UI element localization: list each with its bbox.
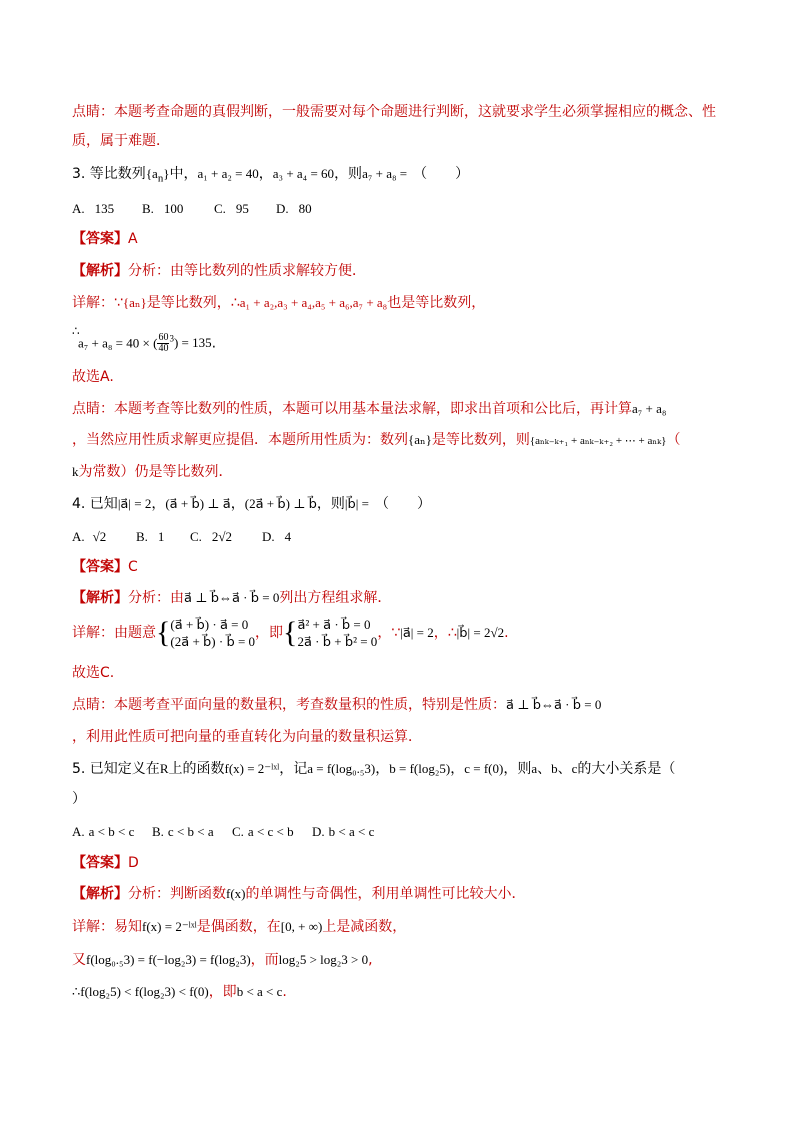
detail-math: {aₙ} <box>122 295 147 310</box>
q5-punct: 、 <box>557 761 572 777</box>
detail-text: . <box>282 984 287 1000</box>
detail-text: 详解：由题意 <box>72 625 156 641</box>
q5-stem-text: 的大小关系是（ <box>577 761 676 777</box>
q4-option-d <box>262 528 291 546</box>
system-1 <box>170 616 255 650</box>
option-label: B. <box>136 529 148 544</box>
option-label: C. <box>232 824 244 839</box>
q4-math: |a⃗| = 2 <box>117 496 152 511</box>
q5-punct: ， <box>450 761 465 777</box>
option-label: A. <box>72 201 85 216</box>
system-row: (a⃗ + b⃗) · a⃗ = 0 <box>170 617 249 632</box>
q4-paren: （ ） <box>374 496 431 512</box>
detail-text: ，∵ <box>377 625 401 641</box>
detail-text: 是偶函数，在 <box>196 919 281 935</box>
option-value: b < a < c <box>328 824 375 839</box>
analysis-math: f(x) <box>226 886 246 901</box>
q3-option-b <box>142 200 214 218</box>
detail-math: [0, + ∞) <box>280 919 323 934</box>
q3-note-1 <box>72 400 666 418</box>
q3-stem-text: 3. 等比数列 <box>72 166 146 182</box>
q3-note-2 <box>72 431 680 450</box>
option-value: 135 <box>94 201 115 216</box>
fraction-denominator: 40 <box>158 342 169 354</box>
q5-option-c <box>232 823 312 841</box>
q3-seq-open: {a <box>145 166 158 181</box>
analysis-tag: 【解析】 <box>72 590 128 606</box>
detail-text: 是等比数列，∴ <box>146 295 240 311</box>
q4-math: (2a⃗ + b⃗) ⊥ b⃗ <box>244 496 317 511</box>
calc-result: ) = 135 <box>173 335 212 351</box>
note-math: {aₙₖ₋ₖ₊₁ + aₙₖ₋ₖ₊₂ + ⋯ + aₙₖ} <box>529 435 667 447</box>
brace-2: { <box>283 616 298 649</box>
q4-punct: ， <box>230 496 245 512</box>
q3-eq3: a₇ + a₈ = <box>362 166 408 181</box>
detail-text: 上是减函数， <box>322 919 407 935</box>
q4-detail <box>72 616 509 650</box>
q5-math: a <box>531 761 538 776</box>
note-text: 点睛：本题考查等比数列的性质，本题可以用基本量法求解，即求出首项和公比后，再计算 <box>72 401 632 417</box>
detail-text: 详解：∵ <box>72 295 123 311</box>
calc-fraction <box>157 333 169 354</box>
answer-value: D <box>128 855 139 871</box>
analysis-math: a⃗ ⊥ b⃗⇔a⃗ · b⃗ = 0 <box>184 590 280 605</box>
calc-close <box>169 335 211 350</box>
option-value: √2 <box>92 529 107 544</box>
detail-math: f(x) = 2⁻ˡˣˡ <box>142 919 197 934</box>
detail-text: 也是等比数列， <box>387 295 486 311</box>
q5-option-b <box>152 823 232 841</box>
note-math: a₇ + a₈ <box>632 401 667 416</box>
detail-math: log₂5 > log₂3 > 0 <box>278 952 369 967</box>
analysis-tag: 【解析】 <box>72 886 128 902</box>
q5-analysis <box>72 885 526 903</box>
q5-stem-close <box>72 790 86 808</box>
option-label: D. <box>312 824 325 839</box>
option-value: a < c < b <box>247 824 294 839</box>
note-math: k <box>72 464 79 479</box>
q5-stem <box>72 760 675 778</box>
option-label: B. <box>142 201 154 216</box>
q5-answer <box>72 854 139 872</box>
q4-answer <box>72 558 138 576</box>
detail-math: f(log₀.₅3) = f(−log₂3) = f(log₂3) <box>86 952 251 967</box>
q3-choose <box>72 368 114 386</box>
q4-math: |b⃗| = <box>344 496 369 511</box>
analysis-text: 的单调性与奇偶性，利用单调性可比较大小． <box>245 886 526 902</box>
detail-math: ∴f(log₂5) < f(log₂3) < f(0) <box>72 984 209 999</box>
q3-paren: （ ） <box>413 166 470 182</box>
detail-text: ，∴ <box>433 625 457 641</box>
option-value: 100 <box>163 201 184 216</box>
option-label: A. <box>72 529 85 544</box>
q5-stem-text: ，则 <box>503 761 532 777</box>
q5-option-d <box>312 823 374 841</box>
q3-stem <box>72 165 469 188</box>
system-row: 2a⃗ · b⃗ + b⃗² = 0 <box>297 634 378 649</box>
option-label: D. <box>276 201 289 216</box>
answer-tag: 【答案】 <box>72 559 128 575</box>
option-value: c < b < a <box>167 824 214 839</box>
calc-exponent: 3 <box>169 334 174 344</box>
fraction-numerator: 60 <box>158 331 169 343</box>
therefore-symbol: ∴ <box>72 324 80 338</box>
option-value: a < b < c <box>88 824 135 839</box>
option-label: C. <box>214 201 226 216</box>
q5-math: b = f(log₂5) <box>389 761 451 776</box>
analysis-tag: 【解析】 <box>72 263 128 279</box>
option-value: 4 <box>284 529 292 544</box>
option-label: A. <box>72 824 85 839</box>
detail-text: ，即 <box>255 625 284 641</box>
q4-math: (a⃗ + b⃗) ⊥ a⃗ <box>165 496 231 511</box>
detail-text: 又 <box>72 952 86 968</box>
q3-stem-text: 中， <box>169 166 198 182</box>
note-math: {aₙ} <box>408 432 432 447</box>
q4-option-a <box>72 528 136 546</box>
q3-punct: ，则 <box>334 166 363 182</box>
q5-math: b <box>551 761 558 776</box>
q4-stem <box>72 495 431 513</box>
q4-note-2 <box>72 728 422 746</box>
q5-paren: ） <box>72 791 86 807</box>
q5-math: c = f(0) <box>464 761 504 776</box>
q3-options <box>72 200 312 218</box>
system-2 <box>297 616 377 650</box>
q3-calc <box>78 330 216 354</box>
note-line-1 <box>72 103 716 121</box>
q5-detail-2 <box>72 951 373 969</box>
detail-text: , <box>368 952 373 968</box>
q5-stem-text: 5. 已知定义在 <box>72 761 160 777</box>
option-value: 2√2 <box>211 529 233 544</box>
q4-choose <box>72 664 114 682</box>
detail-math: b < a < c <box>236 984 283 999</box>
choose-text: 故选C. <box>72 665 115 681</box>
q5-math: R <box>159 761 169 776</box>
answer-value: A <box>128 231 138 247</box>
analysis-text: 列出方程组求解． <box>279 590 392 606</box>
option-value: 95 <box>235 201 249 216</box>
option-label: B. <box>152 824 164 839</box>
q3-seq-sub: n <box>157 172 164 185</box>
q4-option-b <box>136 528 190 546</box>
note-text: 质，属于难题． <box>72 133 170 149</box>
system-row: a⃗² + a⃗ · b⃗ = 0 <box>297 617 371 632</box>
note-text: 点睛：本题考查平面向量的数量积，考查数量积的性质，特别是性质： <box>72 697 506 713</box>
q4-punct: ， <box>151 496 166 512</box>
q3-seq <box>145 166 170 185</box>
note-text: 点睛：本题考查命题的真假判断，一般需要对每个命题进行判断，这就要求学生必须掌握相应的概念、性 <box>72 104 716 120</box>
q4-punct: ，则 <box>316 496 345 512</box>
calc-math: a₇ + a₈ = 40 × ( <box>78 335 158 351</box>
analysis-text: 分析：由等比数列的性质求解较方便． <box>128 263 366 279</box>
q4-options <box>72 528 291 546</box>
detail-math: |b⃗| = 2√2 <box>456 625 505 640</box>
q5-punct: ， <box>375 761 390 777</box>
q3-seq-close: } <box>163 166 170 181</box>
analysis-text: 分析：由 <box>128 590 184 606</box>
q5-math: a = f(log₀.₅3) <box>307 761 376 776</box>
choose-text: 故选A. <box>72 369 114 385</box>
q5-punct: 、 <box>537 761 552 777</box>
q5-math: c <box>571 761 578 776</box>
q3-option-a <box>72 200 142 218</box>
q3-detail-1 <box>72 294 485 312</box>
system-row: (2a⃗ + b⃗) · b⃗ = 0 <box>170 634 256 649</box>
q4-note-1 <box>72 696 601 714</box>
note-text: ，利用此性质可把向量的垂直转化为向量的数量积运算． <box>72 729 422 745</box>
answer-tag: 【答案】 <box>72 855 128 871</box>
option-value: 1 <box>157 529 165 544</box>
note-math: a⃗ ⊥ b⃗⇔a⃗ · b⃗ = 0 <box>506 697 602 712</box>
q3-analysis <box>72 262 366 280</box>
q4-stem-text: 4. 已知 <box>72 496 118 512</box>
detail-text: ，即 <box>208 984 237 1000</box>
detail-text: . <box>504 625 509 641</box>
q3-note-3 <box>72 463 233 481</box>
q3-option-c <box>214 200 276 218</box>
q5-stem-text: ，记 <box>279 761 308 777</box>
q4-option-c <box>190 528 262 546</box>
q5-detail-3 <box>72 983 287 1001</box>
option-value: 80 <box>298 201 312 216</box>
q5-detail-1 <box>72 918 406 936</box>
option-label: C. <box>190 529 202 544</box>
calc-end: . <box>211 335 217 352</box>
note-text: 为常数）仍是等比数列． <box>78 464 233 480</box>
q4-analysis <box>72 589 391 607</box>
note-text: （ <box>666 432 681 448</box>
detail-math: |a⃗| = 2 <box>400 625 434 640</box>
q5-options <box>72 823 374 841</box>
detail-text: 详解：易知 <box>72 919 142 935</box>
detail-math: a₁ + a₂,a₃ + a₄,a₅ + a₆,a₇ + a₈ <box>239 295 388 310</box>
brace-1: { <box>156 616 171 649</box>
q3-option-d <box>276 200 312 218</box>
detail-text: ，而 <box>250 952 279 968</box>
answer-tag: 【答案】 <box>72 231 128 247</box>
answer-value: C <box>128 559 138 575</box>
note-text: 是等比数列，则 <box>431 432 530 448</box>
q5-option-a <box>72 823 152 841</box>
q3-eq1: a₁ + a₂ = 40 <box>197 166 259 181</box>
analysis-text: 分析：判断函数 <box>128 886 226 902</box>
option-label: D. <box>262 529 275 544</box>
note-text: ，当然应用性质求解更应提倡．本题所用性质为：数列 <box>72 432 408 448</box>
q5-math: f(x) = 2⁻ˡˣˡ <box>224 761 280 776</box>
q3-answer <box>72 230 138 248</box>
note-line-2 <box>72 132 170 150</box>
q3-punct: ， <box>258 166 273 182</box>
q3-eq2: a₃ + a₄ = 60 <box>272 166 335 181</box>
q5-stem-text: 上的函数 <box>168 761 225 777</box>
